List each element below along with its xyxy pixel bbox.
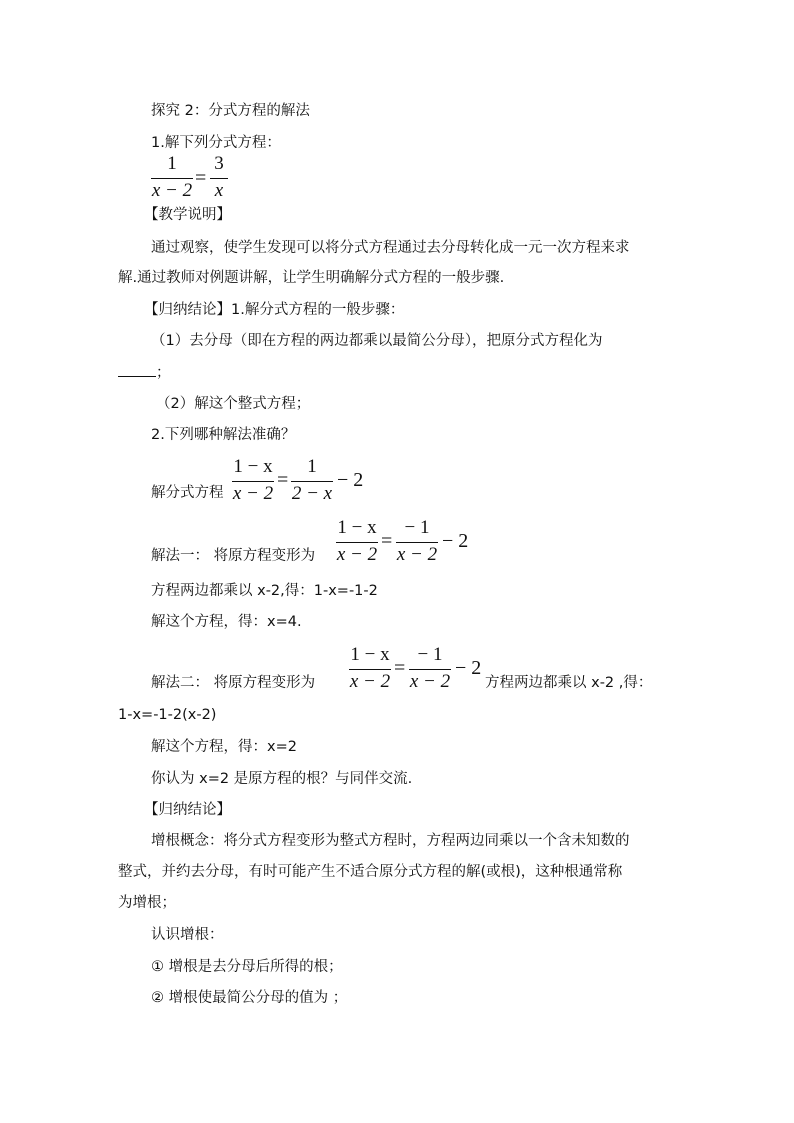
question-2: 2.下列哪种解法准确？: [151, 427, 296, 443]
point-1: ① 增根是去分母后所得的根；: [151, 959, 343, 975]
numerator: 1: [307, 456, 317, 477]
fraction-bar: [349, 669, 391, 670]
fraction-bar: [291, 481, 333, 482]
fraction-bar: [151, 178, 193, 179]
equals-sign: =: [277, 469, 289, 491]
minus-two: − 2: [337, 469, 364, 491]
solve-label: 解分式方程: [151, 485, 224, 501]
step-2: （2）解这个整式方程；: [156, 396, 311, 412]
teaching-note-line-2: 解.通过教师对例题讲解，让学生明确解分式方程的一般步骤.: [118, 270, 505, 286]
numerator: 1: [167, 153, 177, 174]
step-1: （1）去分母（即在方程的两边都乘以最简公分母），把原分式方程化为: [151, 333, 603, 349]
fraction-bar: [232, 481, 274, 482]
fraction-bar: [396, 542, 438, 543]
equals-sign: =: [195, 167, 207, 189]
denominator: x − 2: [349, 671, 391, 692]
numerator: 3: [214, 153, 224, 174]
numerator: 1 − x: [233, 456, 273, 477]
extraneous-root-line-2: 整式，并约去分母，有时可能产生不适合原分式方程的解(或根)，这种根通常称: [118, 864, 623, 880]
conclusion-2-tag: 【归纳结论】: [144, 802, 231, 818]
numerator: 1 − x: [337, 517, 377, 538]
method-2-label: 解法二： 将原方程变形为: [151, 675, 316, 691]
teaching-note-line-1: 通过观察，使学生发现可以将分式方程通过去分母转化成一元一次方程来求: [151, 240, 630, 256]
method-2-multiply: 方程两边都乘以 x-2 ,得：: [485, 675, 653, 691]
method-1-result: 解这个方程，得：x=4.: [151, 614, 302, 630]
denominator: 2 − x: [291, 483, 333, 504]
numerator: 1 − x: [350, 644, 390, 665]
denominator: x: [214, 180, 224, 201]
fraction-bar: [210, 178, 228, 179]
minus-two: − 2: [442, 530, 469, 552]
fraction-bar: [336, 542, 378, 543]
method-2-result: 解这个方程，得：x=2: [151, 739, 297, 755]
equals-sign: =: [394, 657, 406, 679]
denominator: x − 2: [396, 544, 438, 565]
teaching-note-tag: 【教学说明】: [144, 207, 231, 223]
extraneous-root-line-1: 增根概念：将分式方程变形为整式方程时，方程两边同乘以一个含未知数的: [151, 833, 630, 849]
fraction-bar: [409, 669, 451, 670]
minus-two: − 2: [455, 657, 482, 679]
denominator: x − 2: [151, 180, 193, 201]
numerator: − 1: [404, 517, 430, 538]
equals-sign: =: [381, 530, 393, 552]
numerator: − 1: [417, 644, 443, 665]
know-extraneous-root: 认识增根：: [151, 927, 224, 943]
answer-blank: [118, 362, 156, 377]
method-1-step: 方程两边都乘以 x-2,得：1-x=-1-2: [151, 583, 378, 599]
denominator: x − 2: [232, 483, 274, 504]
method-2-equation: 1-x=-1-2(x-2): [118, 707, 217, 723]
point-2: ② 增根使最简公分母的值为 ；: [151, 990, 348, 1006]
question-1: 1.解下列分式方程：: [151, 135, 281, 151]
method-2-question: 你认为 x=2 是原方程的根？与同伴交流.: [151, 771, 413, 787]
denominator: x − 2: [409, 671, 451, 692]
denominator: x − 2: [336, 544, 378, 565]
conclusion-1: 【归纳结论】1.解分式方程的一般步骤：: [144, 302, 405, 318]
method-1-label: 解法一： 将原方程变形为: [151, 548, 316, 564]
extraneous-root-line-3: 为增根；: [118, 895, 176, 911]
step-1-blank-line: ；: [118, 362, 171, 383]
section-title: 探究 2：分式方程的解法: [151, 103, 310, 119]
